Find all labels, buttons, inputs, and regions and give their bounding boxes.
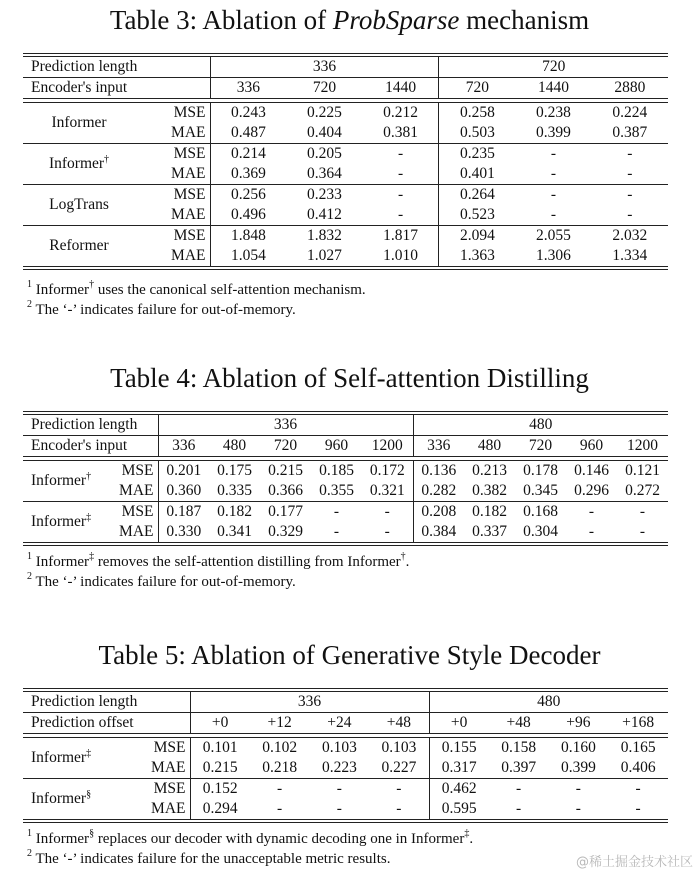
ablation-table	[23, 57, 668, 270]
cell-value: 0.487	[210, 123, 286, 144]
footnote-number: 2	[27, 848, 32, 859]
header-value: 1200	[362, 436, 413, 457]
top-rule	[23, 411, 668, 412]
cell-value: 2.094	[439, 226, 515, 247]
cell-value: 0.355	[319, 482, 354, 499]
cell-value: -	[627, 165, 633, 182]
watermark: @稀土掘金技术社区	[575, 855, 693, 870]
cell-value: 0.103	[321, 739, 357, 756]
cell-value: -	[516, 800, 522, 817]
cell-value: -	[566, 502, 617, 523]
model-name	[23, 502, 108, 543]
footnote	[27, 300, 296, 320]
metric-label: MSE	[108, 502, 158, 523]
cell-value: 1.817	[363, 226, 439, 247]
header-value: 1440	[515, 78, 591, 99]
cell-value: 0.381	[383, 124, 418, 141]
cell-value: 0.406	[620, 759, 656, 776]
footnote-mark: §	[89, 828, 95, 839]
cell-value: 0.238	[536, 104, 571, 121]
cell-value: 0.182	[464, 502, 515, 523]
cell-value: 0.225	[307, 104, 342, 121]
header-value: +12	[250, 713, 310, 734]
cell-value: 0.146	[574, 462, 609, 479]
footnote-mark: †	[400, 551, 406, 562]
cell-value: 0.178	[523, 462, 558, 479]
footnote-number: 2	[27, 299, 32, 310]
cell-value: -	[550, 165, 557, 182]
table-row	[23, 522, 668, 543]
cell-value: 1.010	[383, 247, 418, 264]
cell-value: 0.258	[439, 103, 515, 124]
header-group: 720	[439, 57, 668, 78]
cell-value: -	[397, 206, 404, 223]
cell-value: 1.363	[439, 246, 515, 267]
cell-value: 0.102	[262, 739, 298, 756]
metric-label: MSE	[173, 104, 206, 121]
footnote-model: Informer	[35, 554, 90, 570]
cell-value: -	[592, 144, 668, 165]
cell-value: 0.187	[158, 502, 209, 523]
footnote-mark: †	[89, 279, 95, 290]
cell-value: -	[369, 779, 429, 800]
cell-value: -	[575, 800, 581, 817]
header-row	[23, 78, 668, 99]
model-name-text: LogTrans	[49, 196, 109, 213]
header-value: +24	[310, 713, 370, 734]
table-row	[23, 502, 668, 523]
footnote	[27, 552, 409, 572]
model-name-text: Informer	[48, 155, 105, 172]
cell-value: 0.304	[523, 523, 558, 540]
header-group: 480	[413, 415, 668, 436]
cell-value: 0.103	[381, 739, 417, 756]
cell-value: 0.182	[209, 502, 260, 523]
cell-value: 0.399	[536, 124, 571, 141]
cell-value: 0.412	[307, 206, 342, 223]
cell-value: 0.296	[574, 482, 609, 499]
cell-value: 0.595	[429, 799, 489, 820]
cell-value: -	[588, 523, 595, 540]
footnote-text: The ‘-’ indicates failure for out-of-memory.	[35, 574, 296, 590]
footnote-text: removes the self-attention distilling from Informer	[94, 554, 401, 570]
cell-value: 0.399	[560, 759, 596, 776]
header-value: 1200	[617, 436, 668, 457]
cell-value: 0.215	[190, 758, 250, 779]
top-rule	[23, 688, 668, 689]
cell-value: -	[310, 779, 370, 800]
header-row	[23, 713, 668, 734]
cell-value: 0.201	[158, 461, 209, 482]
model-mark: †	[104, 154, 110, 165]
header-label: Encoder's input	[23, 436, 158, 457]
footnote-mark: ‡	[89, 551, 95, 562]
cell-value: 2.032	[592, 226, 668, 247]
cell-value: -	[639, 523, 646, 540]
footnote-number: 1	[27, 551, 32, 562]
cell-value: 0.155	[429, 738, 489, 759]
model-name-text: Informer	[31, 472, 87, 489]
cell-value: 0.364	[307, 165, 342, 182]
cell-value: -	[363, 185, 439, 206]
cell-value: 0.223	[321, 759, 357, 776]
table-row	[23, 779, 668, 800]
cell-value: -	[384, 523, 390, 540]
header-row	[23, 57, 668, 78]
metric-label: MSE	[135, 185, 210, 206]
metric-label: MSE	[135, 144, 210, 165]
cell-value: -	[250, 779, 310, 800]
cell-value: 0.404	[307, 124, 342, 141]
cell-value: 0.233	[286, 185, 362, 206]
model-mark: §	[86, 789, 92, 800]
header-group: 336	[158, 415, 413, 436]
metric-label: MAE	[171, 206, 206, 223]
metric-label: MSE	[121, 462, 154, 479]
cell-value: 2.055	[515, 226, 591, 247]
metric-label: MAE	[171, 165, 206, 182]
cell-value: 0.369	[210, 164, 286, 185]
header-label: Prediction offset	[23, 713, 190, 734]
cell-value: 0.208	[413, 502, 464, 523]
footnote	[27, 572, 296, 592]
cell-value: -	[336, 800, 342, 817]
ablation-table	[23, 415, 668, 546]
cell-value: 0.160	[560, 739, 596, 756]
header-value: 720	[439, 78, 515, 99]
cell-value: -	[515, 144, 591, 165]
cell-value: 0.321	[369, 482, 405, 499]
model-name-text: Informer	[31, 749, 87, 766]
header-value: +48	[369, 713, 429, 734]
cell-value: -	[549, 779, 609, 800]
cell-value: 1.306	[536, 247, 571, 264]
footnote-end: .	[405, 554, 410, 570]
metric-label: MAE	[171, 247, 206, 264]
table-3-caption	[0, 4, 699, 36]
cell-value: 0.384	[413, 522, 464, 543]
header-label: Prediction length	[31, 416, 138, 433]
header-group: 480	[429, 692, 668, 713]
cell-value: -	[362, 502, 413, 523]
cell-value: 0.243	[210, 103, 286, 124]
cell-value: 0.335	[217, 482, 252, 499]
metric-label: MSE	[135, 226, 210, 247]
cell-value: 1.054	[210, 246, 286, 267]
cell-value: 0.165	[620, 739, 656, 756]
cell-value: 0.256	[210, 185, 286, 206]
cell-value: 0.282	[413, 481, 464, 502]
cell-value: -	[311, 502, 362, 523]
cell-value: 0.387	[612, 124, 648, 141]
ablation-table	[23, 692, 668, 823]
cell-value: -	[592, 185, 668, 206]
cell-value: 0.397	[501, 759, 537, 776]
footnote	[27, 280, 366, 300]
cell-value: 0.205	[286, 144, 362, 165]
double-rule	[23, 267, 668, 270]
cell-value: 0.227	[381, 759, 417, 776]
footnote-model: Informer	[35, 282, 90, 298]
cell-value: 1.848	[210, 226, 286, 247]
double-rule	[23, 543, 668, 546]
model-mark: †	[86, 471, 92, 482]
cell-value: 0.152	[190, 779, 250, 800]
cell-value: 1.832	[286, 226, 362, 247]
cell-value: 0.158	[501, 739, 537, 756]
header-group: 336	[210, 57, 439, 78]
cell-value: 0.168	[515, 502, 566, 523]
cell-value: 0.345	[523, 482, 558, 499]
table-row	[23, 103, 668, 124]
cell-value: 0.213	[472, 462, 507, 479]
model-name	[23, 779, 123, 820]
cell-value: -	[627, 206, 633, 223]
header-value: 2880	[592, 78, 668, 99]
cell-value: 0.235	[439, 144, 515, 165]
cell-value: -	[515, 185, 591, 206]
cell-value: 0.341	[217, 523, 252, 540]
header-row	[23, 692, 668, 713]
metric-label: MAE	[171, 124, 206, 141]
footnote-mark: ‡	[464, 828, 470, 839]
caption-italic: ProbSparse	[332, 5, 460, 35]
header-value: 336	[413, 436, 464, 457]
double-rule	[23, 820, 668, 823]
model-name	[23, 144, 135, 185]
caption-text: Table 4: Ablation of Self-attention Distilling	[110, 363, 589, 393]
bottom-divider	[23, 267, 668, 270]
cell-value: 0.382	[472, 482, 507, 499]
cell-value: 0.101	[190, 738, 250, 759]
table-row	[23, 144, 668, 165]
footnote-text: The ‘-’ indicates failure for the unacceptable metric results.	[35, 851, 391, 867]
bottom-divider	[23, 820, 668, 823]
cell-value: -	[333, 523, 340, 540]
header-value: +0	[190, 713, 250, 734]
footnote	[27, 849, 390, 869]
footnote-model: Informer	[35, 831, 90, 847]
cell-value: 0.121	[625, 462, 660, 479]
model-name	[23, 226, 135, 267]
header-value: 480	[464, 436, 515, 457]
footnote-text: The ‘-’ indicates failure for out-of-memory.	[35, 302, 296, 318]
header-value: 960	[311, 436, 362, 457]
metric-label: MAE	[119, 482, 154, 499]
header-value: 336	[210, 78, 286, 99]
table-row	[23, 226, 668, 247]
cell-value: 0.214	[210, 144, 286, 165]
model-name-text: Reformer	[49, 237, 109, 254]
caption-text: mechanism	[459, 5, 590, 35]
table-row	[23, 481, 668, 502]
header-value: 720	[286, 78, 362, 99]
header-label: Prediction length	[31, 58, 138, 75]
cell-value: 0.496	[210, 205, 286, 226]
metric-label: MAE	[119, 523, 154, 540]
top-rule	[23, 53, 668, 54]
cell-value: 0.294	[190, 799, 250, 820]
cell-value: 1.027	[307, 247, 342, 264]
cell-value: 0.224	[612, 104, 648, 121]
header-value: 960	[566, 436, 617, 457]
metric-label: MSE	[153, 739, 186, 756]
cell-value: -	[635, 800, 641, 817]
footnote-number: 2	[27, 571, 32, 582]
header-value: 720	[260, 436, 311, 457]
cell-value: 0.185	[319, 462, 354, 479]
model-name	[23, 103, 135, 144]
cell-value: 0.215	[268, 462, 303, 479]
header-value: 720	[515, 436, 566, 457]
cell-value: 0.172	[369, 462, 405, 479]
cell-value: 0.360	[158, 481, 209, 502]
header-value: +0	[429, 713, 489, 734]
model-name-text: Informer	[51, 114, 107, 131]
model-name	[23, 738, 123, 779]
table-row	[23, 738, 668, 759]
model-mark: ‡	[86, 512, 92, 523]
footnote-text: replaces our decoder with dynamic decoding one in Informer	[94, 831, 465, 847]
cell-value: 0.264	[439, 185, 515, 206]
cell-value: 1.334	[612, 247, 648, 264]
cell-value: -	[617, 502, 668, 523]
cell-value: 0.462	[429, 779, 489, 800]
footnote-text: uses the canonical self-attention mechanism.	[94, 282, 366, 298]
cell-value: 0.401	[439, 164, 515, 185]
cell-value: 0.366	[268, 482, 303, 499]
table-row	[23, 185, 668, 206]
cell-value: 0.337	[472, 523, 507, 540]
model-name-text: Informer	[31, 513, 87, 530]
footnote-number: 1	[27, 279, 32, 290]
caption-text: Table 3: Ablation of	[109, 5, 333, 35]
cell-value: 0.329	[268, 523, 303, 540]
header-label: Prediction length	[31, 693, 138, 710]
header-value: 1440	[363, 78, 439, 99]
cell-value: 0.330	[158, 522, 209, 543]
cell-value: 0.317	[429, 758, 489, 779]
cell-value: -	[277, 800, 283, 817]
cell-value: 0.523	[439, 205, 515, 226]
model-name	[23, 185, 135, 226]
header-group: 336	[190, 692, 429, 713]
cell-value: 0.175	[217, 462, 252, 479]
caption-text: Table 5: Ablation of Generative Style Decoder	[98, 640, 601, 670]
footnote-number: 1	[27, 828, 32, 839]
header-value: +48	[489, 713, 549, 734]
cell-value: 0.136	[413, 461, 464, 482]
metric-label: MAE	[151, 800, 186, 817]
table-row	[23, 461, 668, 482]
cell-value: -	[489, 779, 549, 800]
cell-value: 0.177	[260, 502, 311, 523]
header-value: +168	[608, 713, 668, 734]
model-name	[23, 461, 108, 502]
cell-value: 0.272	[625, 482, 660, 499]
cell-value: -	[397, 165, 404, 182]
header-row	[23, 415, 668, 436]
cell-value: -	[550, 206, 557, 223]
table-4-caption	[0, 362, 699, 394]
cell-value: -	[396, 800, 402, 817]
cell-value: -	[608, 779, 668, 800]
table-5-caption	[0, 639, 699, 671]
bottom-divider	[23, 543, 668, 546]
cell-value: 0.503	[439, 123, 515, 144]
cell-value: -	[363, 144, 439, 165]
metric-label: MAE	[151, 759, 186, 776]
footnote-end: .	[469, 831, 474, 847]
metric-label: MSE	[123, 779, 190, 800]
header-value: 480	[209, 436, 260, 457]
header-value: 336	[158, 436, 209, 457]
cell-value: 0.218	[262, 759, 298, 776]
header-label: Encoder's input	[23, 78, 210, 99]
model-name-text: Informer	[31, 790, 87, 807]
footnote	[27, 829, 473, 849]
header-row	[23, 436, 668, 457]
model-mark: ‡	[86, 748, 92, 759]
header-value: +96	[549, 713, 609, 734]
cell-value: 0.212	[383, 104, 418, 121]
